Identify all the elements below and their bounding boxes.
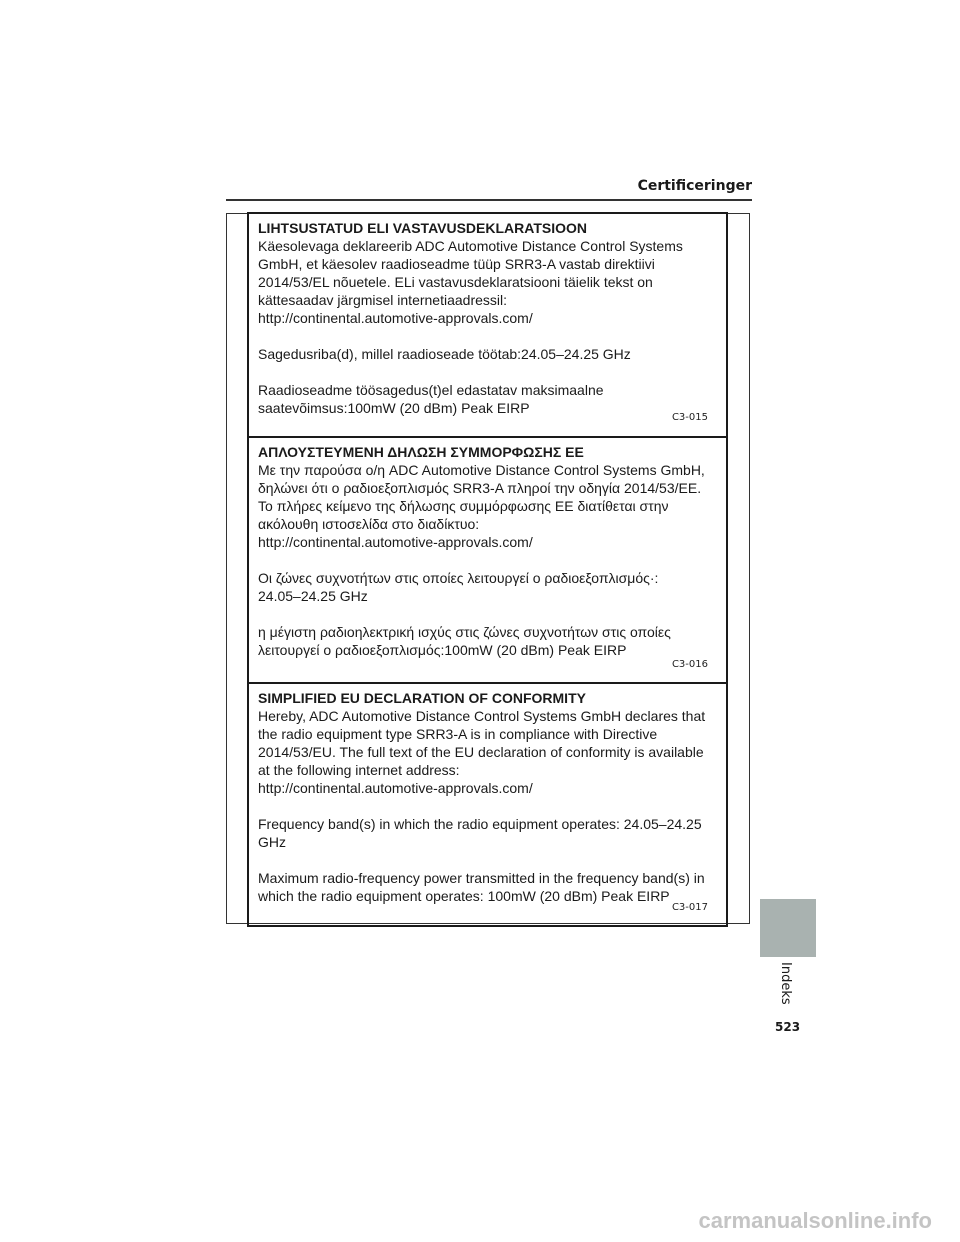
header-rule (226, 199, 752, 201)
body-line: Käesolevaga deklareerib ADC Automotive Distance Control Systems (258, 238, 683, 254)
page-number: 523 (775, 1020, 801, 1034)
body-line: δηλώνει ότι ο ραδιοεξοπλισμός SRR3-A πληροί την οδηγία 2014/53/ΕΕ. (258, 480, 702, 496)
body-line: 2014/53/EL nõuetele. ELi vastavusdeklaratsiooni täielik tekst on (258, 274, 653, 290)
frequency-line: 24.05–24.25 GHz (258, 588, 368, 604)
section-code: C3-016 (671, 659, 708, 670)
body-line: at the following internet address: (258, 762, 460, 778)
declaration-section-estonian (249, 214, 726, 436)
section-code: C3-015 (671, 412, 708, 423)
power-line: Maximum radio-frequency power transmitted in the frequency band(s) in (258, 870, 705, 886)
power-line: saatevõimsus:100mW (20 dBm) Peak EIRP (258, 400, 530, 416)
body-line: Hereby, ADC Automotive Distance Control Systems GmbH declares that (258, 708, 706, 724)
power-line: η μέγιστη ραδιοηλεκτρική ισχύς στις ζώνες συχνοτήτων στις οποίες (258, 624, 671, 640)
body-line: kättesaadav järgmisel internetiaadressil: (258, 292, 508, 308)
body-line: the radio equipment type SRR3-A is in compliance with Directive (258, 726, 658, 742)
body-line: 2014/53/EU. The full text of the EU declaration of conformity is available (258, 744, 704, 760)
declaration-section-english (249, 682, 726, 925)
body-line: Με την παρούσα ο/η ADC Automotive Distance Control Systems GmbH, (258, 462, 705, 478)
watermark-text: carmanualsonline.info (698, 1208, 932, 1233)
frequency-line: GHz (258, 834, 286, 850)
frequency-line: Frequency band(s) in which the radio equipment operates: 24.05–24.25 (258, 816, 702, 832)
url-text: http://continental.automotive-approvals.com/ (258, 780, 533, 796)
frequency-line: Sagedusriba(d), millel raadioseade töötab:24.05–24.25 GHz (258, 346, 631, 362)
frequency-line: Οι ζώνες συχνοτήτων στις οποίες λειτουργεί ο ραδιοεξοπλισμός·: (258, 570, 659, 586)
section-title: SIMPLIFIED EU DECLARATION OF CONFORMITY (258, 690, 586, 706)
index-side-label: Indeks (778, 962, 793, 1005)
declaration-section-greek (249, 436, 726, 682)
section-title: LIHTSUSTATUD ELI VASTAVUSDEKLARATSIOON (258, 220, 587, 236)
url-text: http://continental.automotive-approvals.com/ (258, 534, 533, 550)
page-header-title: Certificeringer (637, 178, 752, 194)
body-line: Το πλήρες κείμενο της δήλωσης συμμόρφωσης ΕΕ διατίθεται στην (258, 498, 669, 514)
index-side-tab[interactable] (760, 899, 816, 957)
declaration-frame (247, 212, 728, 927)
body-line: GmbH, et käesolev raadioseadme tüüp SRR3-A vastab direktiivi (258, 256, 655, 272)
power-line: λειτουργεί ο ραδιοεξοπλισμός:100mW (20 dBm) Peak EIRP (258, 642, 627, 658)
section-title: ΑΠΛΟΥΣΤΕΥΜΕΝΗ ΔΗΛΩΣΗ ΣΥΜΜΟΡΦΩΣΗΣ ΕΕ (258, 444, 584, 460)
power-line: which the radio equipment operates: 100mW (20 dBm) Peak EIRP (258, 888, 670, 904)
power-line: Raadioseadme töösagedus(t)el edastatav maksimaalne (258, 382, 604, 398)
section-code: C3-017 (671, 902, 708, 913)
body-line: ακόλουθη ιστοσελίδα στο διαδίκτυο: (258, 516, 480, 532)
url-text: http://continental.automotive-approvals.com/ (258, 310, 533, 326)
